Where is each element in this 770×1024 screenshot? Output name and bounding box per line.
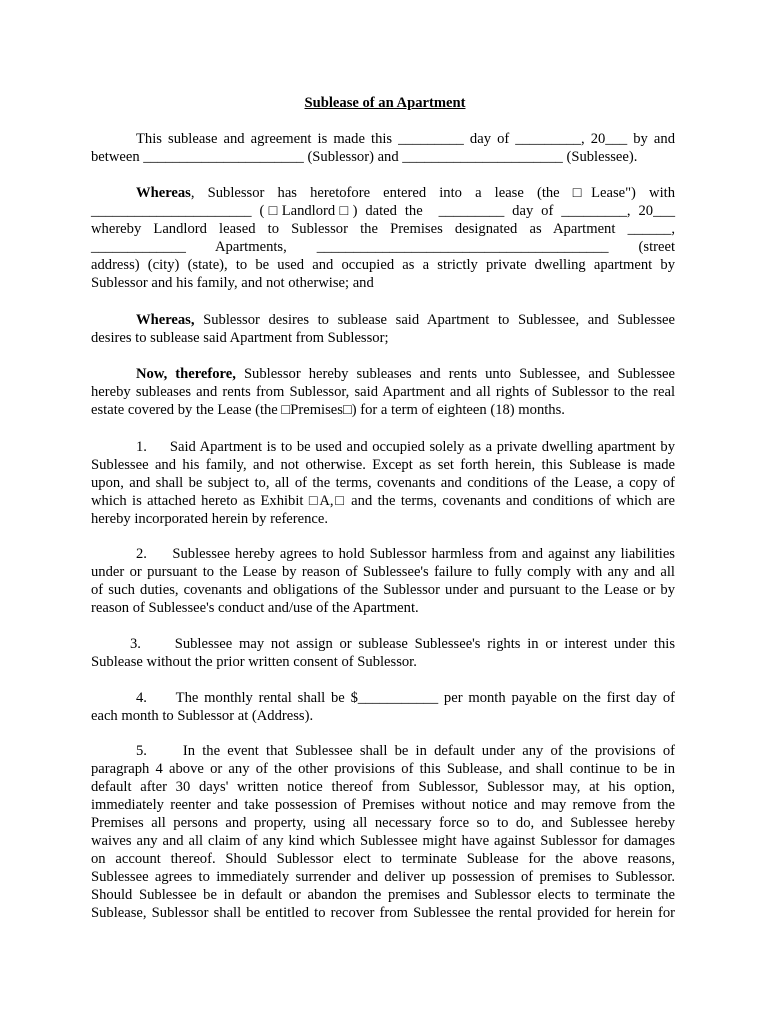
section-5-line: waives any and all claim of any kind which Sublessee might have against Sublessor for damages [91, 833, 675, 849]
section-5-line: Sublease, Sublessor shall be entitled to recover from Sublessee the rental provided for herein for [91, 905, 675, 921]
section-5-line: paragraph 4 above or any of the other provisions of this Sublease, and shall continue to be in [91, 761, 675, 777]
intro-line: This sublease and agreement is made this _________ day of _________, 20___ by and [136, 131, 675, 147]
whereas2-line: desires to sublease said Apartment from Sublessor; [91, 330, 389, 346]
section-4-line: 4. The monthly rental shall be $___________ per month payable on the first day of [136, 690, 675, 706]
section-2-line: of such duties, covenants and obligations of the Sublessor under and pursuant to the Lease or by [91, 582, 675, 598]
section-1-line: which is attached hereto as Exhibit □A,□ and the terms, covenants and conditions of which are [91, 493, 675, 509]
section-5-line: immediately reenter and take possession of Premises without notice and may remove from the [91, 797, 675, 813]
section-3-line: Sublease without the prior written consent of Sublessor. [91, 654, 417, 670]
section-1-line: upon, and shall be subject to, all of the terms, covenants and conditions of the Lease, a copy of [91, 475, 675, 491]
section-5-line: Premises all persons and property, using all necessary force so to do, and Sublessee hereby [91, 815, 675, 831]
whereas-lead: Whereas [136, 185, 191, 201]
whereas2-lead: Whereas, [136, 312, 195, 328]
now-therefore-line: estate covered by the Lease (the □Premises□) for a term of eighteen (18) months. [91, 402, 565, 418]
whereas-line: _____________ Apartments, ________________________________________ (street [91, 239, 675, 255]
now-therefore-lead: Now, therefore, [136, 366, 236, 382]
section-5-line: on account thereof. Should Sublessor elect to terminate Sublease for the above reasons, [91, 851, 675, 867]
whereas-first-line [136, 184, 675, 202]
whereas2-first-line [136, 311, 675, 329]
section-5-line: Should Sublessee be in default or abandon the premises and Sublessor elects to terminate the [91, 887, 675, 903]
section-5-line: default after 30 days' written notice thereof from Sublessor, Sublessor may, at his option, [91, 779, 675, 795]
whereas2-text: Sublessor desires to sublease said Apartment to Sublessee, and Sublessee [194, 312, 675, 328]
section-2-line: reason of Sublessee's conduct and/use of the Apartment. [91, 600, 419, 616]
intro-line: between ______________________ (Sublessor) and ______________________ (Sublessee). [91, 149, 638, 165]
section-3-line: 3. Sublessee may not assign or sublease Sublessee's rights in or interest under this [130, 636, 675, 652]
section-5-line: Sublessee agrees to immediately surrender and deliver up possession of premises to Sublessor. [91, 869, 675, 885]
whereas-line: address) (city) (state), to be used and occupied as a strictly private dwelling apartment by [91, 257, 675, 273]
now-therefore-first-line [136, 365, 675, 383]
whereas-line: Sublessor and his family, and not otherwise; and [91, 275, 374, 291]
now-therefore-text: Sublessor hereby subleases and rents unto Sublessee, and Sublessee [235, 366, 675, 382]
section-2-line: 2. Sublessee hereby agrees to hold Sublessor harmless from and against any liabilities [136, 546, 675, 562]
section-5-line: 5. In the event that Sublessee shall be in default under any of the provisions of [136, 743, 675, 759]
section-1-line: 1. Said Apartment is to be used and occupied solely as a private dwelling apartment by [136, 439, 675, 455]
now-therefore-line: hereby subleases and rents from Sublessor, said Apartment and all rights of Sublessor to the real [91, 384, 675, 400]
section-4-line: each month to Sublessor at (Address). [91, 708, 314, 724]
section-2-line: under or pursuant to the Lease by reason of Sublessee's failure to fully comply with any and all [91, 564, 675, 580]
section-1-line: hereby incorporated herein by reference. [91, 511, 329, 527]
document-title: Sublease of an Apartment [304, 95, 466, 111]
section-1-line: Sublessee and his family, and not otherwise. Except as set forth herein, this Sublease is made [91, 457, 675, 473]
whereas-text: , Sublessor has heretofore entered into a lease (the □Lease") with [190, 185, 675, 201]
whereas-line: ______________________ (□Landlord□) dated the _________ day of _________, 20___ [91, 203, 675, 219]
whereas-line: whereby Landlord leased to Sublessor the Premises designated as Apartment ______, [91, 221, 675, 237]
